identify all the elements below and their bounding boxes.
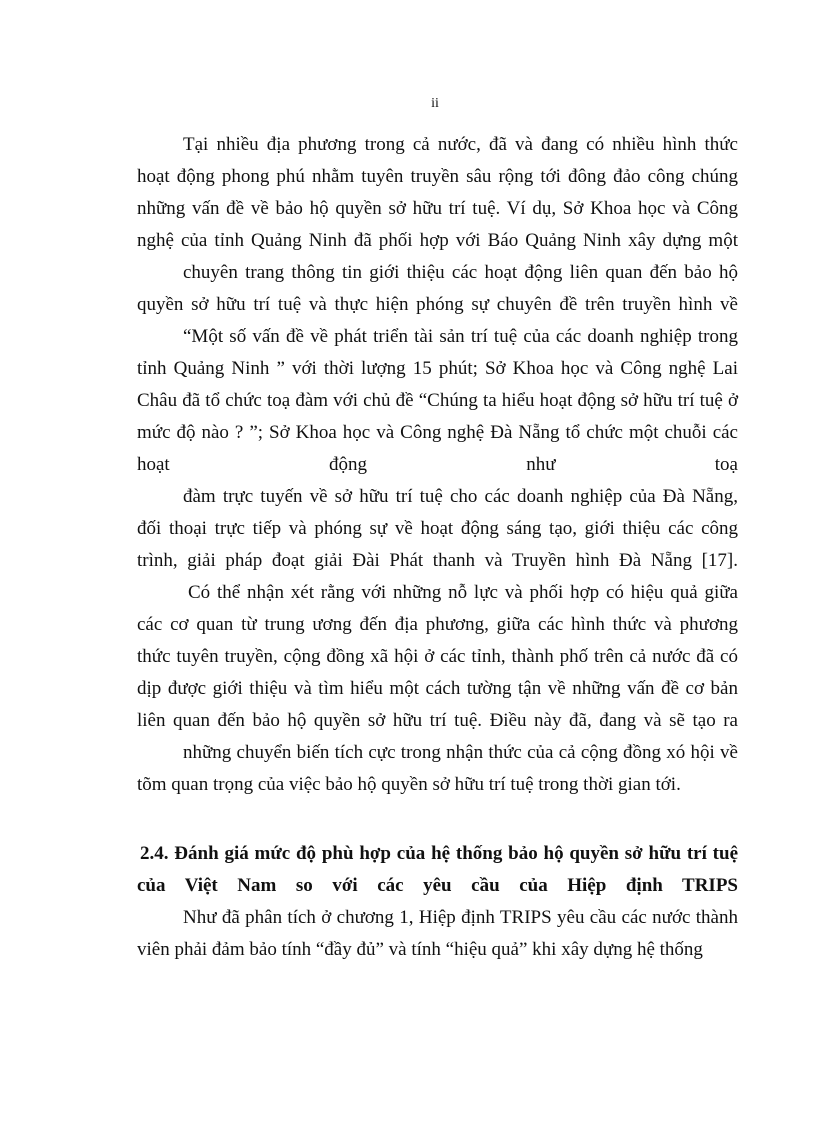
page-number: ii [431, 96, 439, 111]
section-heading-line: của Việt Nam so với các yêu cầu của Hiệp định TRIPS [137, 875, 738, 896]
text-line: trình, giải pháp đoạt giải Đài Phát thanh và Truyền hình Đà Nẵng [17]. [137, 550, 738, 571]
text-line: những vấn đề về bảo hộ quyền sở hữu trí tuệ. Ví dụ, Sở Khoa học và Công [137, 198, 738, 219]
text-line: tỉnh Quảng Ninh ” với thời lượng 15 phút; Sở Khoa học và Công nghệ Lai [137, 358, 738, 379]
text-line: Có thể nhận xét rằng với những nỗ lực và phối hợp có hiệu quả giữa [188, 582, 738, 603]
text-line: nghệ của tỉnh Quảng Ninh đã phối hợp với Báo Quảng Ninh xây dựng một [137, 230, 738, 251]
text-line: Châu đã tổ chức toạ đàm với chủ đề “Chúng ta hiểu hoạt động sở hữu trí tuệ ở [137, 390, 738, 411]
text-line: mức độ nào ? ”; Sở Khoa học và Công nghệ Đà Nẵng tổ chức một chuỗi các [137, 422, 738, 443]
text-line: các cơ quan từ trung ương đến địa phương, giữa các hình thức và phương [137, 614, 738, 635]
text-line: “Một số vấn đề về phát triển tài sản trí tuệ của các doanh nghiệp trong [183, 326, 738, 347]
text-line: viên phải đảm bảo tính “đầy đủ” và tính “hiệu quả” khi xây dựng hệ thống [137, 939, 703, 960]
text-line: Tại nhiều địa phương trong cả nước, đã và đang có nhiều hình thức [183, 134, 738, 155]
section-heading-line: 2.4. Đánh giá mức độ phù hợp của hệ thống bảo hộ quyền sở hữu trí tuệ [140, 843, 738, 864]
text-line: tõm quan trọng của việc bảo hộ quyền sở hữu trí tuệ trong thời gian tới. [137, 774, 681, 795]
text-line: đối thoại trực tiếp và phóng sự về hoạt động sáng tạo, giới thiệu các công [137, 518, 738, 539]
text-line: Như đã phân tích ở chương 1, Hiệp định TRIPS yêu cầu các nước thành [183, 907, 738, 928]
text-line: thức tuyên truyền, cộng đồng xã hội ở các tỉnh, thành phố trên cả nước đã có [137, 646, 738, 667]
text-line: hoạt động phong phú nhằm tuyên truyền sâu rộng tới đông đảo công chúng [137, 166, 738, 187]
text-line: chuyên trang thông tin giới thiệu các hoạt động liên quan đến bảo hộ [183, 262, 738, 283]
text-line: đàm trực tuyến về sở hữu trí tuệ cho các doanh nghiệp của Đà Nẵng, [183, 486, 738, 507]
text-line: liên quan đến bảo hộ quyền sở hữu trí tuệ. Điều này đã, đang và sẽ tạo ra [137, 710, 738, 731]
text-line: dịp được giới thiệu và tìm hiểu một cách tường tận về những vấn đề cơ bản [137, 678, 738, 699]
text-line: quyền sở hữu trí tuệ và thực hiện phóng sự chuyên đề trên truyền hình về [137, 294, 738, 315]
text-line: hoạt động như toạ [137, 454, 738, 475]
text-line: những chuyển biến tích cực trong nhận thức của cả cộng đồng xó hội về [183, 742, 738, 763]
